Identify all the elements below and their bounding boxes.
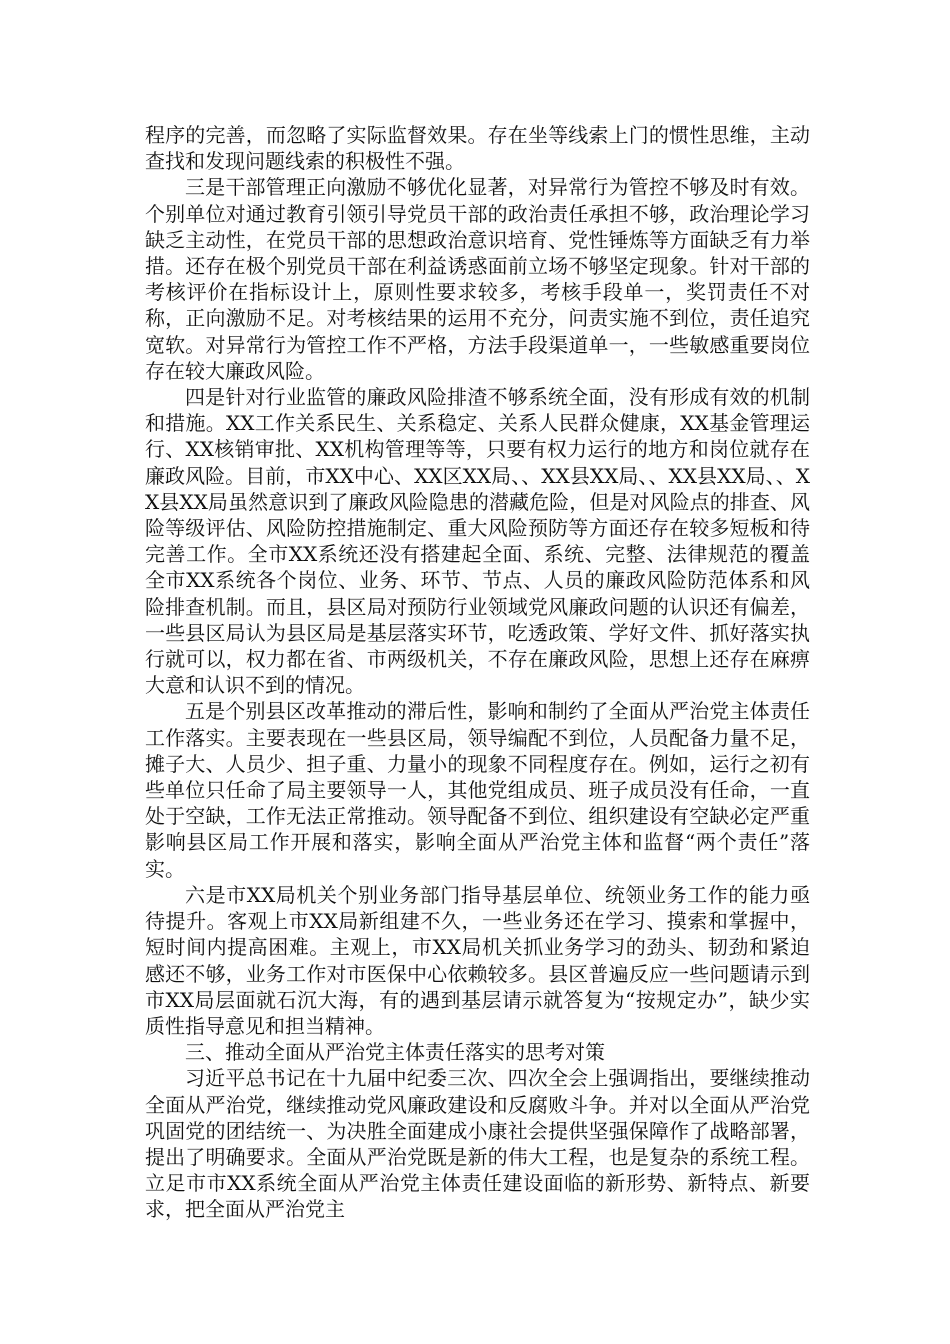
document-body (145, 122, 810, 1223)
paragraph-continued-supervision: 程序的完善，而忽略了实际监督效果。存在坐等线索上门的惯性思维，主动查找和发现问题线索的积极性不强。 (145, 123, 810, 174)
paragraph-general-secretary-speech: 习近平总书记在十九届中纪委三次、四次全会上强调指出，要继续推动全面从严治党，继续推动党风廉政建设和反腐败斗争。并对以全面从严治党巩固党的团结统一、为决胜全面建成小康社会提供坚强保障作了战略部署，提出了明确要求。全面从严治党既是新的伟大工程，也是复杂的系统工程。立足市市XX系统全面从严治党主体责任建设面临的新形势、新特点、新要求，把全面从严治党主 (145, 1066, 810, 1222)
paragraph-fifth-reform-lag: 五是个别县区改革推动的滞后性，影响和制约了全面从严治党主体责任工作落实。主要表现在一些县区局，领导编配不到位，人员配备力量不足，摊子大、人员少、担子重、力量小的现象不同程度存在。例如，运行之初有些单位只任命了局主要领导一人，其他党组成员、班子成员没有任命，一直处于空缺，工作无法正常推动。领导配备不到位、组织建设有空缺必定严重影响县区局工作开展和落实，影响全面从严治党主体和监督“两个责任”落实。 (145, 699, 810, 881)
paragraph-fourth-risk-screening: 四是针对行业监管的廉政风险排渣不够系统全面，没有形成有效的机制和措施。XX工作关系民生、关系稳定、关系人民群众健康，XX基金管理运行、XX核销审批、XX机构管理等等，只要有权力运行的地方和岗位就存在廉政风险。目前，市XX中心、XX区XX局、、XX县XX局、、XX县XX局、、XX县XX局虽然意识到了廉政风险隐患的潜藏危险，但是对风险点的排查、风险等级评估、风险防控措施制定、重大风险预防等方面还存在较多短板和待完善工作。全市XX系统还没有搭建起全面、系统、完整、法律规范的覆盖全市XX系统各个岗位、业务、环节、节点、人员的廉政风险防范体系和风险排查机制。而且，县区局对预防行业领域党风廉政问题的认识还有偏差，一些县区局认为县区局是基层落实环节，吃透政策、学好文件、抓好落实执行就可以，权力都在省、市两级机关，不存在廉政风险，思想上还存在麻痹大意和认识不到的情况。 (145, 385, 810, 698)
paragraph-sixth-guidance-capacity: 六是市XX局机关个别业务部门指导基层单位、统领业务工作的能力亟待提升。客观上市XX局新组建不久，一些业务还在学习、摸索和掌握中，短时间内提高困难。主观上，市XX局机关抓业务学习的劲头、韧劲和紧迫感还不够，业务工作对市医保中心依赖较多。县区普遍反应一些问题请示到市XX局层面就石沉大海，有的遇到基层请示就答复为“按规定办”，缺少实质性指导意见和担当精神。 (145, 882, 810, 1038)
section-heading-countermeasures: 三、推动全面从严治党主体责任落实的思考对策 (185, 1040, 605, 1065)
paragraph-third-cadre-management: 三是干部管理正向激励不够优化显著，对异常行为管控不够及时有效。个别单位对通过教育引领引导党员干部的政治责任承担不够，政治理论学习缺乏主动性，在党员干部的思想政治意识培育、党性锤炼等方面缺乏有力举措。还存在极个别党员干部在利益诱惑面前立场不够坚定现象。针对干部的考核评价在指标设计上，原则性要求较多，考核手段单一，奖罚责任不对称，正向激励不足。对考核结果的运用不充分，问责实施不到位，责任追究宽软。对异常行为管控工作不严格，方法手段渠道单一，一些敏感重要岗位存在较大廉政风险。 (145, 175, 810, 383)
